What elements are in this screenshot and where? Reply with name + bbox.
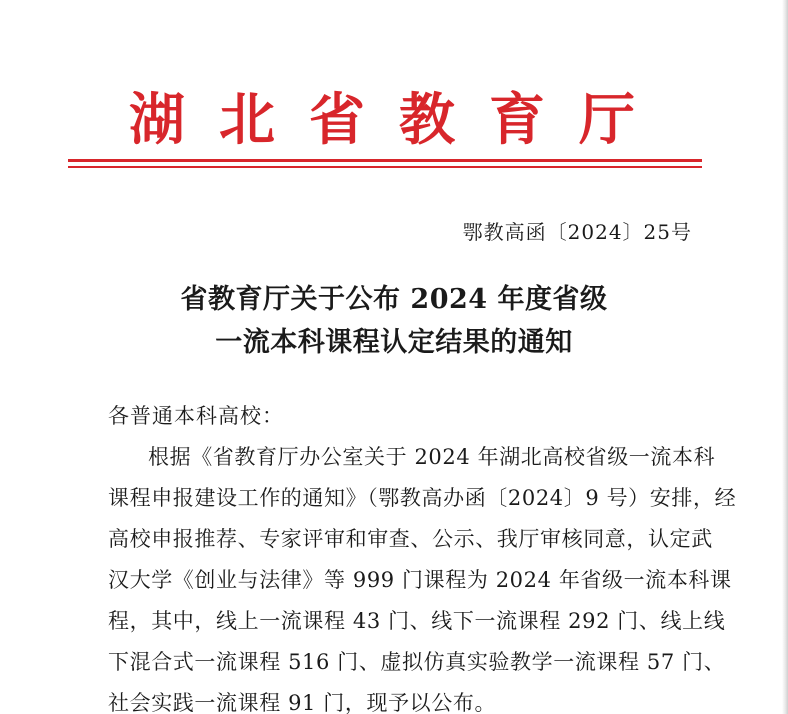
body-paragraph-line: 程，其中，线上一流课程 43 门、线下一流课程 292 门、线上线 bbox=[108, 609, 726, 633]
masthead-title bbox=[122, 86, 642, 156]
body-paragraph-line: 课程申报建设工作的通知》（鄂教高办函〔2024〕9 号）安排，经 bbox=[108, 486, 737, 510]
masthead-char: 省 bbox=[309, 88, 365, 153]
masthead-red-rule-thin bbox=[68, 166, 702, 168]
masthead-red-rule-thick bbox=[68, 159, 702, 162]
body-paragraph-line: 根据《省教育厅办公室关于 2024 年湖北高校省级一流本科 bbox=[148, 445, 716, 469]
masthead-char: 北 bbox=[219, 88, 275, 153]
body-paragraph-line: 下混合式一流课程 516 门、虚拟仿真实验教学一流课程 57 门、 bbox=[108, 650, 726, 674]
document-number: 鄂教高函〔2024〕25号 bbox=[462, 220, 692, 244]
document-title-line-1: 省教育厅关于公布 2024 年度省级 bbox=[180, 284, 608, 315]
document-title-line-2: 一流本科课程认定结果的通知 bbox=[215, 327, 573, 358]
body-paragraph-line: 社会实践一流课程 91 门，现予以公布。 bbox=[108, 691, 497, 714]
body-paragraph-line: 汉大学《创业与法律》等 999 门课程为 2024 年省级一流本科课 bbox=[108, 568, 732, 592]
masthead-char: 厅 bbox=[579, 88, 635, 153]
masthead-char: 湖 bbox=[129, 88, 185, 153]
page-edge-shadow bbox=[782, 0, 788, 714]
masthead-char: 育 bbox=[489, 88, 545, 153]
salutation: 各普通本科高校： bbox=[108, 404, 284, 428]
body-paragraph-line: 高校申报推荐、专家评审和审查、公示、我厅审核同意，认定武 bbox=[108, 527, 713, 551]
masthead-char: 教 bbox=[399, 88, 455, 153]
